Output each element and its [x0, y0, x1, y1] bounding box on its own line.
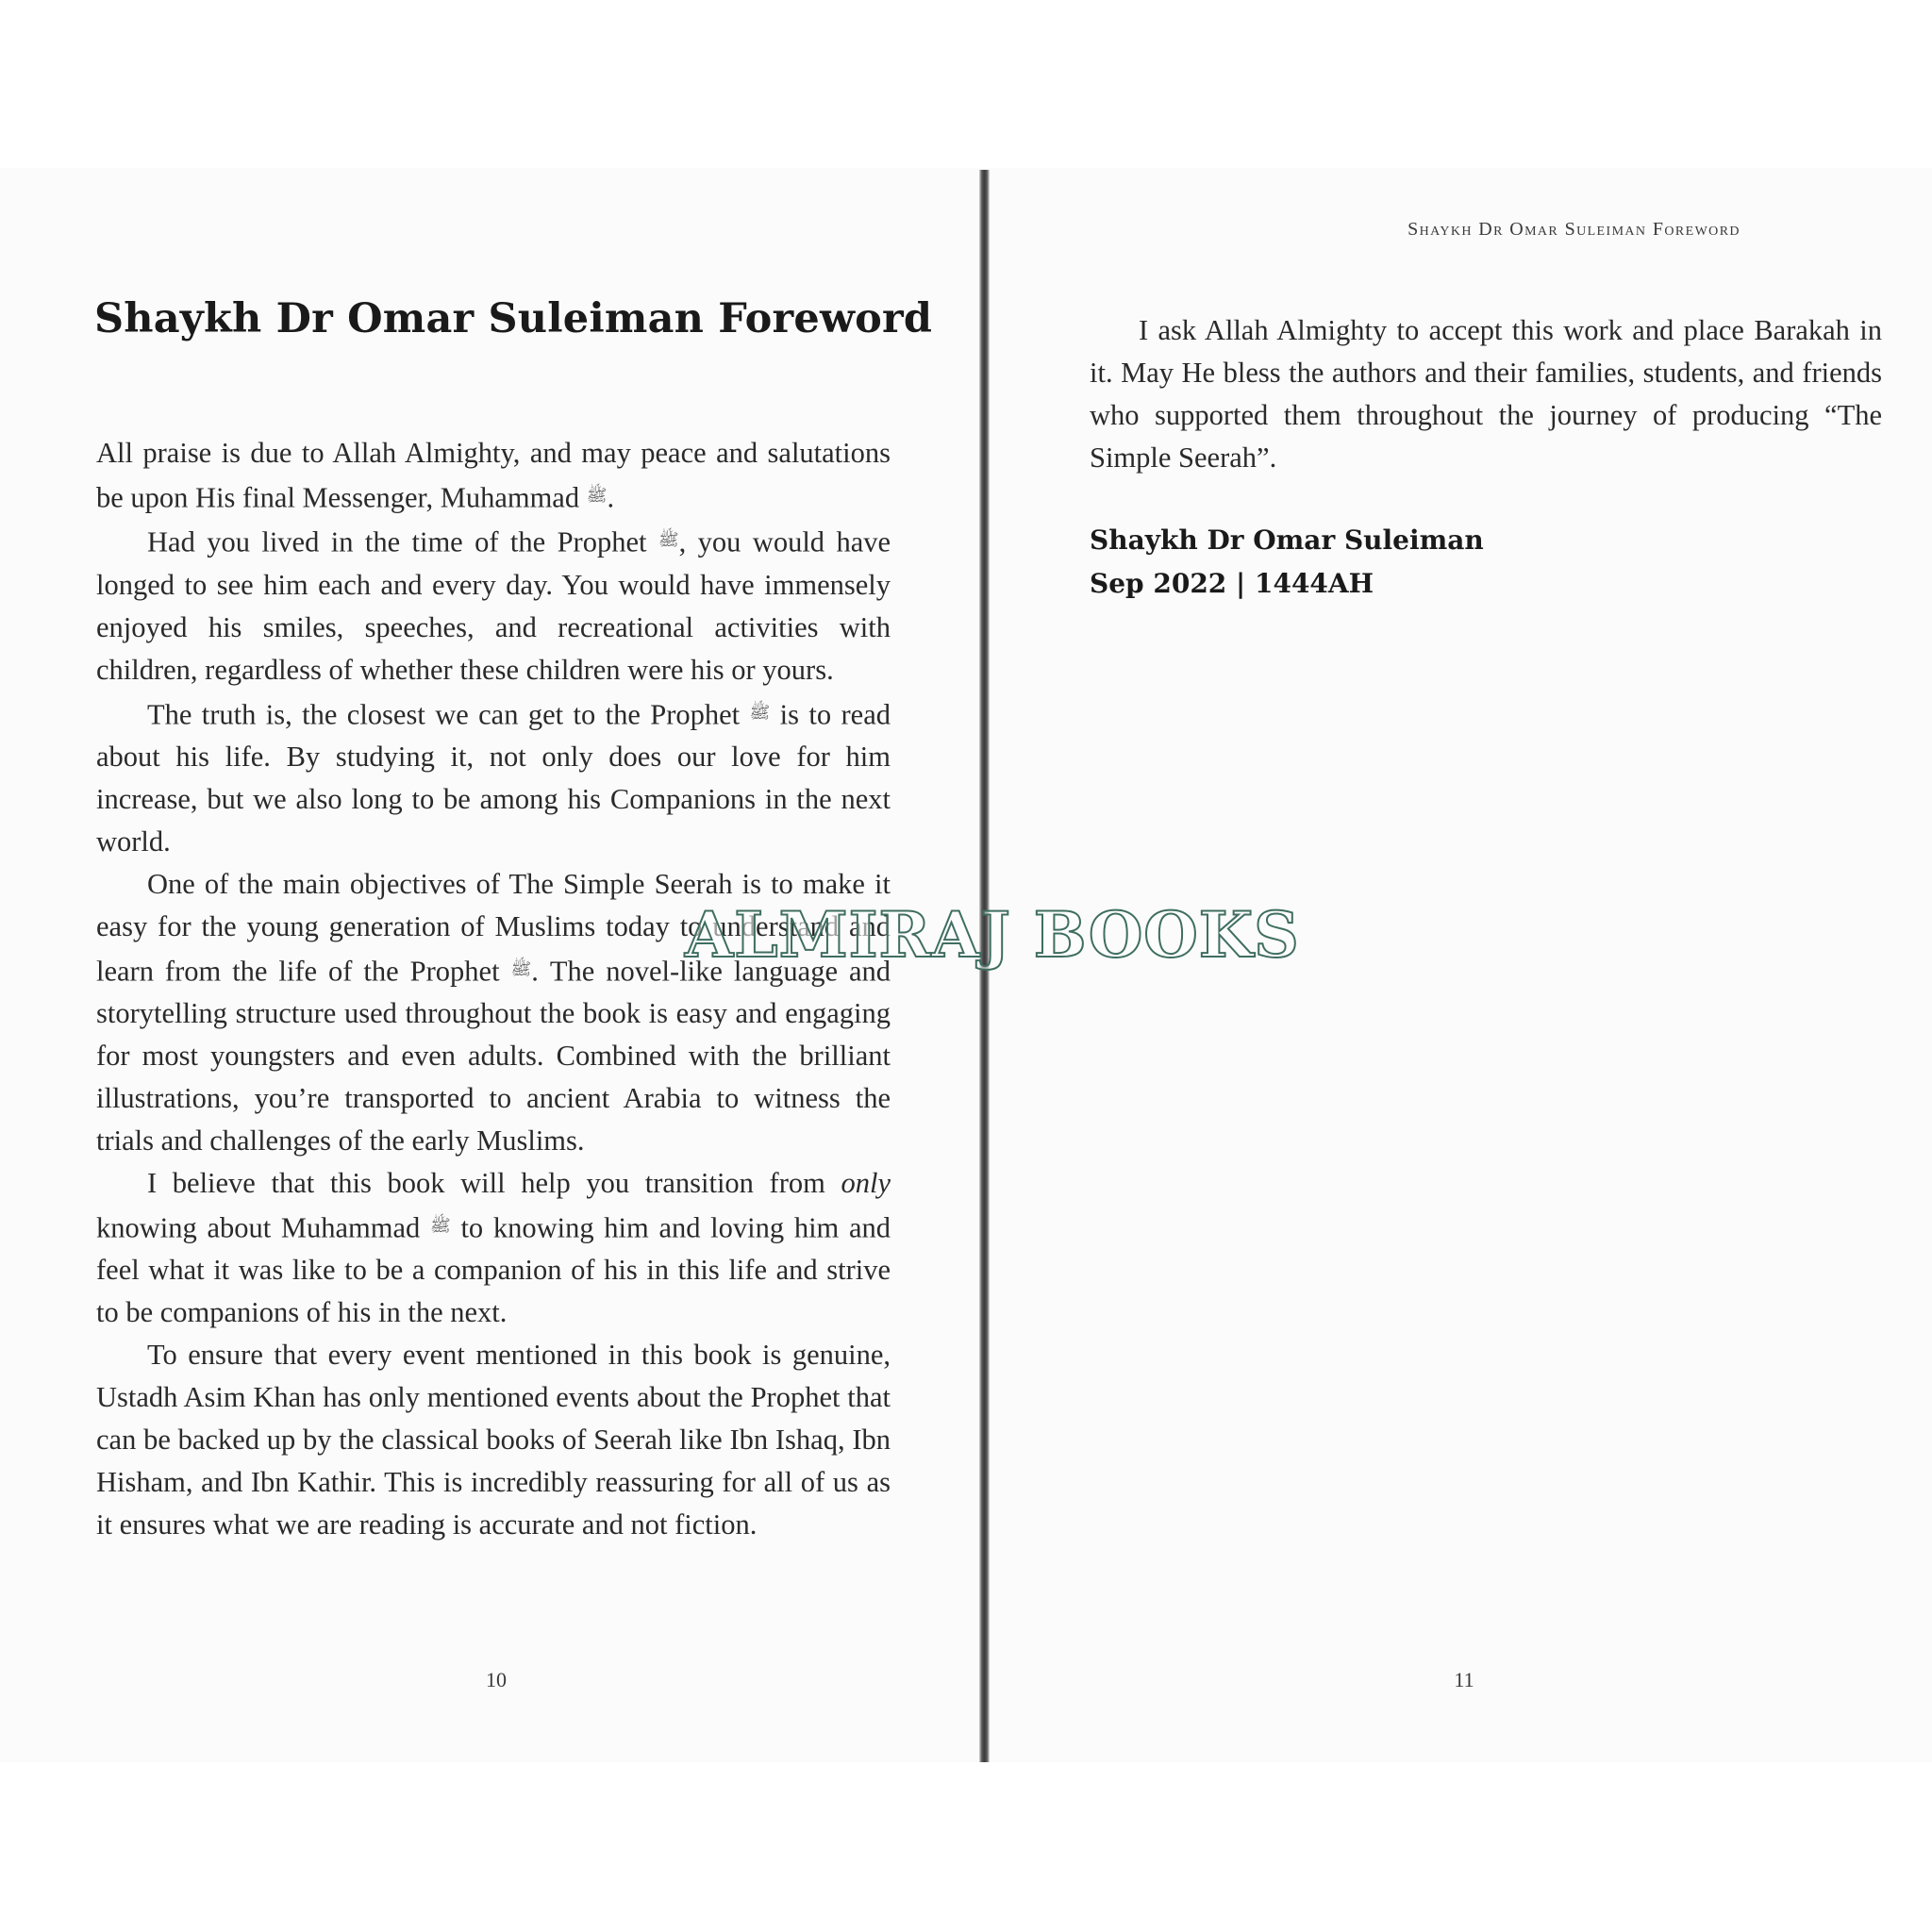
- running-head: Shaykh Dr Omar Suleiman Foreword: [1407, 219, 1740, 240]
- paragraph-3: The truth is, the closest we can get to the Prophet $^ﷺ$ is to read about his life. By studying it, not only does our love for him increase, but we also long to be among his Companions in the next world.: [96, 697, 891, 858]
- paragraph-2: Had you lived in the time of the Prophet $^ﷺ$, you would have longed to see him each and every day. You would have immensely enjoyed his smiles, speeches, and recreational activities with children, regardless of whether these children were his or yours.: [96, 525, 891, 686]
- honorific-icon: ﷺ: [749, 702, 771, 722]
- chapter-title: Shaykh Dr Omar Suleiman Foreword: [94, 295, 933, 342]
- paragraph-5: I believe that this book will help you transition from only knowing about Muhammad $^ﷺ$ to knowing him and loving him and feel what it was like to be a companion of his in this life and strive to be companions of his in the next.: [96, 1167, 891, 1329]
- closing-paragraph: I ask Allah Almighty to accept this work and place Barakah in it. May He bless the authors and their families, students, and friends who supported them throughout the journey of producing “The Simple Seerah”.: [1090, 314, 1882, 474]
- signature-name: Shaykh Dr Omar Suleiman: [1090, 525, 1484, 556]
- honorific-icon: ﷺ: [658, 530, 679, 550]
- page-number-right: 11: [1454, 1668, 1474, 1691]
- left-body-text: [96, 432, 891, 1546]
- page-number-left: 10: [486, 1668, 507, 1691]
- signature-date: Sep 2022 | 1444AH: [1090, 568, 1374, 599]
- watermark: ALMIRAJ BOOKS: [685, 898, 1300, 972]
- honorific-icon: ﷺ: [586, 486, 608, 505]
- right-body-text: [1090, 309, 1882, 479]
- paragraph-4: One of the main objectives of The Simple Seerah is to make it easy for the young generation of Muslims today to understand and learn from the life of the Prophet $^ﷺ$. The novel-like language and storytelling structure used throughout the book is easy and engaging for most youngsters and even adults. Combined with the brilliant illustrations, you’re transported to ancient Arabia to witness the trials and challenges of the early Muslims.: [96, 867, 891, 1158]
- paragraph-6: To ensure that every event mentioned in this book is genuine, Ustadh Asim Khan has only mentioned events about the Prophet that can be backed up by the classical books of Seerah like Ibn Ishaq, Ibn Hisham, and Ibn Kathir. This is incredibly reassuring for all of us as it ensures what we are reading is accurate and not fiction.: [96, 1339, 891, 1541]
- paragraph-1: All praise is due to Allah Almighty, and may peace and salutations be upon His final Messenger, Muhammad $^ﷺ$.: [96, 437, 891, 514]
- signature-block: [1090, 519, 1750, 606]
- honorific-icon: ﷺ: [510, 958, 532, 978]
- honorific-icon: ﷺ: [430, 1216, 451, 1236]
